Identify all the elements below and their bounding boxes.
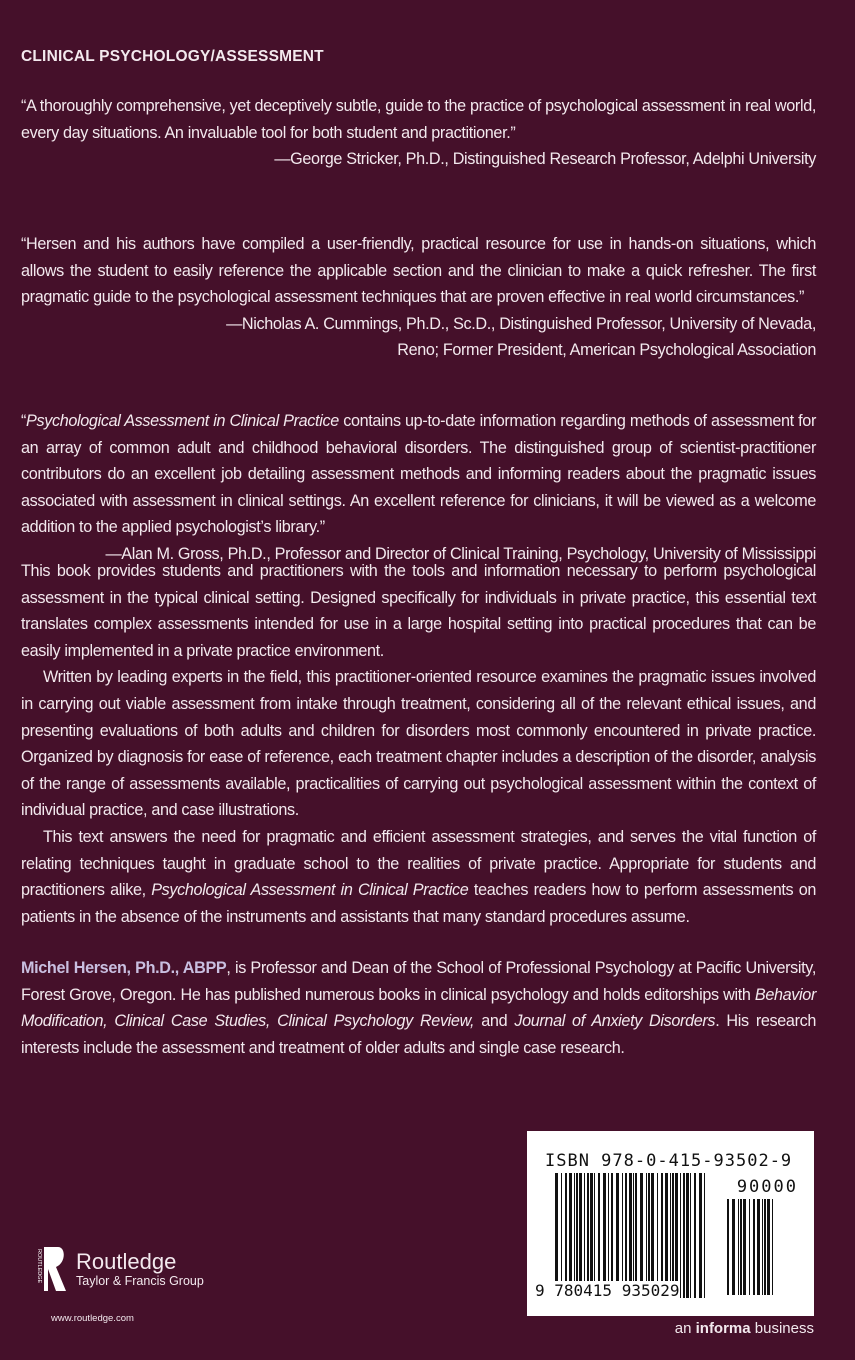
barcode-bar xyxy=(633,1173,634,1298)
barcode-bar xyxy=(574,1173,575,1298)
barcode-bar xyxy=(598,1173,600,1298)
barcode-bar xyxy=(675,1173,678,1298)
publisher-group: Taylor & Francis Group xyxy=(76,1274,204,1288)
routledge-logo xyxy=(34,1245,204,1293)
barcode-bar xyxy=(622,1173,623,1298)
quote-cummings xyxy=(21,231,816,364)
barcode-bar xyxy=(587,1173,589,1298)
description-paragraph: This book provides students and practitioners with the tools and information necessary to perform psychological assessment in the typical clinical setting. Designed specifically for individuals in private practice, this essential text translates complex assessments intended for use in a large hospital setting into practical procedures that can be easily implemented in a private practice environment. xyxy=(21,562,816,660)
publisher-name: Routledge xyxy=(76,1249,177,1274)
barcode-bar xyxy=(694,1173,696,1298)
category-label: CLINICAL PSYCHOLOGY/ASSESSMENT xyxy=(21,48,324,65)
barcode-bar xyxy=(672,1173,674,1298)
barcode-bar xyxy=(640,1173,643,1298)
barcode-bar xyxy=(732,1199,735,1295)
quote-stricker xyxy=(21,93,816,173)
text: business xyxy=(750,1320,814,1337)
barcode-bar xyxy=(727,1199,729,1295)
barcode-bar xyxy=(648,1173,650,1298)
barcode-bar xyxy=(569,1173,572,1298)
addon-bars xyxy=(727,1199,775,1295)
barcode-bar xyxy=(764,1199,766,1295)
text: . His research interests include the assessment and treatment of older adults and single case research. xyxy=(21,1012,817,1057)
barcode-bar xyxy=(680,1173,681,1298)
barcode-bar xyxy=(603,1173,606,1298)
barcode-bar xyxy=(555,1173,558,1298)
barcode-bars xyxy=(555,1173,705,1298)
barcode-bar xyxy=(608,1173,609,1298)
barcode-bar xyxy=(646,1173,647,1298)
barcode-bar xyxy=(686,1173,689,1298)
barcode-bar xyxy=(584,1173,585,1298)
barcode-bar xyxy=(699,1173,702,1298)
barcode-bar xyxy=(565,1173,567,1298)
barcode-bar xyxy=(611,1173,613,1298)
barcode-bar xyxy=(749,1199,750,1295)
journal: Journal of Anxiety Disorders xyxy=(514,1012,716,1031)
barcode-bar xyxy=(561,1173,562,1298)
informa-tagline xyxy=(675,1320,814,1337)
barcode-bar xyxy=(670,1173,671,1298)
description-paragraph: Written by leading experts in the field, this practitioner-oriented resource examines the pragmatic issues involved in carrying out viable assessment from intake through treatment, considering all of the relevant ethical issues, and presenting evaluations of both adults and children for disorders most commonly encountered in private practice. Organized by diagnosis for ease of reference, each treatment chapter includes a description of the disorder, analysis of the range of assessments available, practicalities of carrying out psychological assessment within the context of individual practice, and case illustrations. xyxy=(21,668,816,820)
quote-text: contains up-to-date information regarding methods of assessment for an array of common adult and childhood behavioral disorders. The distinguished group of scientist-practitioner contributors do an excellent job detailing assessment methods and informing readers about the pragmatic issues associated with assessment in clinical settings. An excellent reference for clinicians, it will be viewed as a welcome addition to the applied psychologist’s library.” xyxy=(21,412,816,537)
barcode-bar xyxy=(629,1173,632,1298)
text: This text answers the need for pragmatic and efficient assessment strategies, and serves the vital function of relating techniques taught in graduate school to the realities of private practice. Appropriate for students and practitioners alike, xyxy=(21,827,816,900)
author-name: Michel Hersen, Ph.D., ABPP xyxy=(21,959,227,977)
informa-brand: informa xyxy=(695,1320,751,1337)
routledge-r-icon xyxy=(34,1245,68,1293)
barcode-bar xyxy=(740,1199,742,1295)
barcode-bar xyxy=(594,1173,595,1298)
description-paragraph xyxy=(21,824,816,930)
book-title: Psychological Assessment in Clinical Practice xyxy=(26,412,339,430)
barcode-bar xyxy=(743,1199,746,1295)
barcode-bar xyxy=(738,1199,739,1295)
barcode-bar xyxy=(635,1173,637,1298)
barcode-bar xyxy=(661,1173,663,1298)
price-addon: 90000 xyxy=(736,1177,798,1197)
quote-open: “ xyxy=(21,412,27,430)
description xyxy=(21,558,816,930)
barcode-bar xyxy=(576,1173,578,1298)
quote-text: “A thoroughly comprehensive, yet deceptively subtle, guide to the practice of psychological assessment in real world, every day situations. An invaluable tool for both student and practitioner.” xyxy=(21,97,816,142)
text: and xyxy=(474,1012,515,1031)
barcode-bar xyxy=(651,1173,654,1298)
barcode-bar xyxy=(762,1199,763,1295)
text: an xyxy=(674,1320,696,1337)
quote-attribution: —George Stricker, Ph.D., Distinguished Research Professor, Adelphi University xyxy=(274,150,816,169)
barcode-bar xyxy=(625,1173,627,1298)
publisher-url[interactable]: www.routledge.com xyxy=(51,1313,134,1324)
barcode-bar xyxy=(590,1173,593,1298)
barcode-bar xyxy=(665,1173,668,1298)
svg-text:ROUTLEDGE: ROUTLEDGE xyxy=(36,1249,42,1284)
author-bio xyxy=(21,955,816,1061)
barcode-bar xyxy=(757,1199,760,1295)
quote-attribution: —Nicholas A. Cummings, Ph.D., Sc.D., Distinguished Professor, University of Nevada, xyxy=(226,314,816,333)
barcode-bar xyxy=(767,1199,770,1295)
journals: Behavior Modification, Clinical Case Studies, Clinical Psychology Review, xyxy=(21,985,816,1031)
barcode-bar xyxy=(704,1173,705,1298)
isbn-barcode xyxy=(527,1131,814,1316)
text: , is Professor and Dean of the School of Professional Psychology at Pacific University, Forest Grove, Oregon. He has published numerous books in clinical psychology and holds editorships with xyxy=(21,959,816,1004)
isbn-text: ISBN 978-0-415-93502-9 xyxy=(545,1151,793,1171)
barcode-bar xyxy=(579,1173,582,1298)
barcode-bar xyxy=(616,1173,619,1298)
quote-gross xyxy=(21,408,816,568)
barcode-bar xyxy=(690,1173,691,1298)
barcode-bar xyxy=(753,1199,755,1295)
book-title: Psychological Assessment in Clinical Practice xyxy=(151,881,469,900)
barcode-bar xyxy=(657,1173,658,1298)
barcode-bar xyxy=(683,1173,685,1298)
quote-text: “Hersen and his authors have compiled a user-friendly, practical resource for use in hands-on situations, which allows the student to easily reference the applicable section and the clinician to make a quick refresher. The first pragmatic guide to the psychological assessment techniques that are proven effective in real world circumstances.” xyxy=(21,235,816,307)
barcode-bar xyxy=(772,1199,773,1295)
quote-attribution: Reno; Former President, American Psychological Association xyxy=(397,341,816,360)
quote-attribution: —Alan M. Gross, Ph.D., Professor and Director of Clinical Training, Psychology, University of Mississippi xyxy=(105,544,816,563)
ean-digits: 9 780415 935029 xyxy=(535,1281,680,1300)
text: teaches readers how to perform assessments on patients in the absence of the instruments and assistants that many standard procedures assume. xyxy=(21,881,816,926)
